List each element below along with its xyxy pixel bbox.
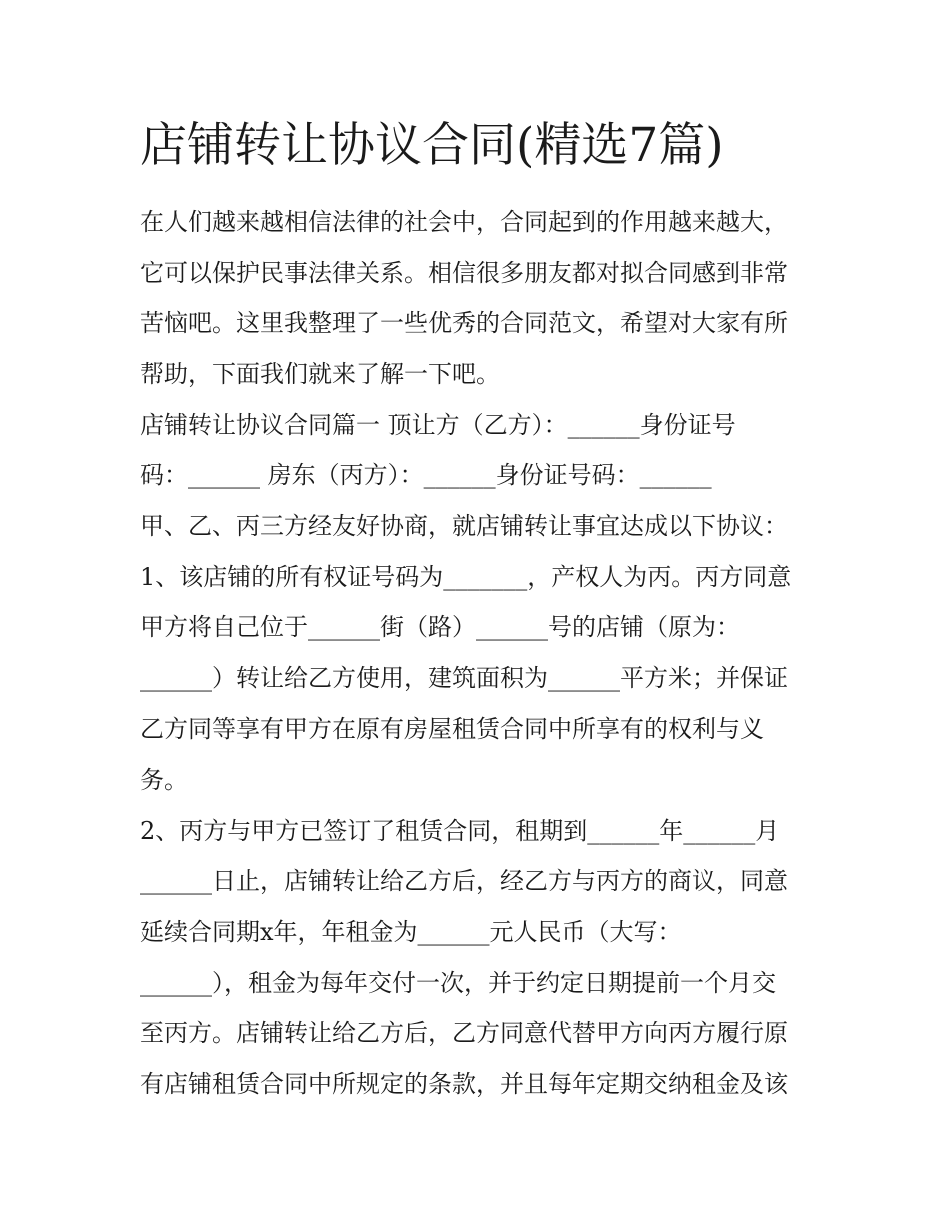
body-line: 在人们越来越相信法律的社会中，合同起到的作用越来越大， xyxy=(140,208,788,236)
body-line: 甲方将自己位于______街（路）______号的店铺（原为： xyxy=(140,613,740,641)
body-line: 2、丙方与甲方已签订了租赁合同，租期到______年______月 xyxy=(140,817,780,845)
body-line: 码：______ 房东（丙方）：______身份证号码：______ xyxy=(140,461,712,489)
document-title: 店铺转让协议合同(精选7篇) xyxy=(140,118,724,173)
body-line: 它可以保护民事法律关系。相信很多朋友都对拟合同感到非常 xyxy=(140,259,788,287)
body-line: 店铺转让协议合同篇一 顶让方（乙方）：______身份证号 xyxy=(140,411,736,439)
body-line: 延续合同期x年，年租金为______元人民币（大写： xyxy=(140,918,682,946)
body-line: 1、该店铺的所有权证号码为_______，产权人为丙。丙方同意 xyxy=(140,563,792,591)
body-line: ______）转让给乙方使用，建筑面积为______平方米；并保证 xyxy=(140,664,788,692)
body-line: 有店铺租赁合同中所规定的条款，并且每年定期交纳租金及该 xyxy=(140,1070,788,1098)
body-line: 帮助，下面我们就来了解一下吧。 xyxy=(140,360,500,388)
body-line: ______日止，店铺转让给乙方后，经乙方与丙方的商议，同意 xyxy=(140,867,788,895)
body-line: 甲、乙、丙三方经友好协商，就店铺转让事宜达成以下协议： xyxy=(140,512,788,540)
body-line: 至丙方。店铺转让给乙方后，乙方同意代替甲方向丙方履行原 xyxy=(140,1019,788,1047)
body-line: 乙方同等享有甲方在原有房屋租赁合同中所享有的权利与义 xyxy=(140,715,764,743)
body-line: 务。 xyxy=(140,766,188,794)
body-line: ______），租金为每年交付一次，并于约定日期提前一个月交 xyxy=(140,969,776,997)
body-line: 苦恼吧。这里我整理了一些优秀的合同范文，希望对大家有所 xyxy=(140,309,788,337)
